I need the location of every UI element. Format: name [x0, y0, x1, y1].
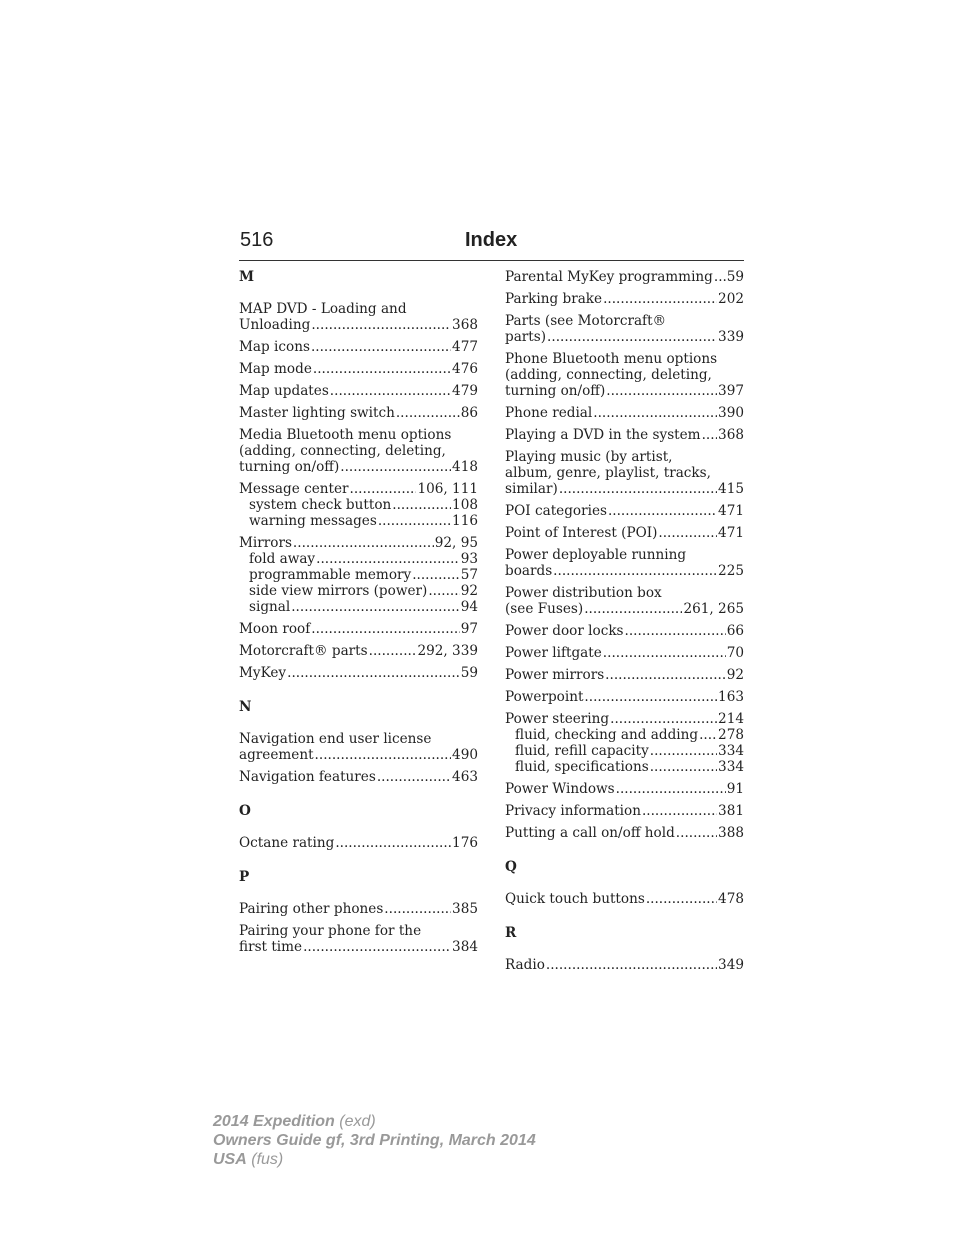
index-entry — [239, 769, 478, 785]
index-term: fluid, checking and adding — [515, 727, 699, 743]
index-page-ref: 334 — [718, 743, 744, 759]
index-term: POI categories — [505, 503, 607, 519]
index-page-ref: 94 — [460, 599, 478, 615]
index-entry — [239, 665, 478, 681]
footer-market-code: (fus) — [251, 1151, 284, 1168]
index-entry-line — [505, 449, 744, 465]
index-term: fold away — [249, 551, 316, 567]
index-term: Privacy information — [505, 803, 641, 819]
index-entry-line — [505, 689, 744, 705]
index-term: Radio — [505, 957, 545, 973]
dot-leader — [340, 459, 451, 475]
index-entry-line — [239, 317, 478, 333]
footer-line-2 — [213, 1131, 536, 1150]
index-page-ref: 368 — [718, 427, 744, 443]
page-header — [239, 229, 744, 261]
footer-guide-edition: Owners Guide gf, 3rd Printing, March 2014 — [213, 1132, 536, 1149]
index-entry-line — [239, 405, 478, 421]
index-page-ref: 176 — [452, 835, 478, 851]
index-letter-heading: O — [239, 803, 251, 819]
index-entry-line — [239, 731, 478, 747]
index-term: Power Windows — [505, 781, 615, 797]
index-entry-line — [239, 939, 478, 955]
dot-leader — [584, 689, 717, 705]
index-page-ref: 471 — [718, 525, 744, 541]
index-entry-line — [239, 535, 478, 551]
index-term: Putting a call on/off hold — [505, 825, 675, 841]
index-term: MAP DVD - Loading and — [239, 301, 407, 317]
index-term: album, genre, playlist, tracks, — [505, 465, 711, 481]
dot-leader — [350, 481, 417, 497]
index-term: Parking brake — [505, 291, 603, 307]
index-page-ref: 390 — [718, 405, 744, 421]
index-entry — [505, 957, 744, 973]
index-subentry-line — [239, 551, 478, 567]
index-page-ref: 163 — [718, 689, 744, 705]
index-entry-line — [239, 427, 478, 443]
index-term: Moon roof — [239, 621, 311, 637]
index-term: Message center — [239, 481, 349, 497]
index-page-ref: 91 — [726, 781, 744, 797]
index-term: (adding, connecting, deleting, — [505, 367, 712, 383]
index-term: Power distribution box — [505, 585, 662, 601]
index-page-ref: 70 — [726, 645, 744, 661]
index-entry-line — [505, 313, 744, 329]
index-entry — [505, 503, 744, 519]
index-subentry-line — [239, 567, 478, 583]
index-term: boards — [505, 563, 553, 579]
index-page-ref: 477 — [452, 339, 478, 355]
dot-leader — [603, 291, 717, 307]
index-entry — [239, 901, 478, 917]
index-entry — [505, 291, 744, 307]
index-entry — [505, 351, 744, 399]
index-subentry-line — [239, 513, 478, 529]
index-entry — [505, 667, 744, 683]
index-term: Motorcraft® parts — [239, 643, 368, 659]
dot-leader — [546, 957, 717, 973]
index-term: Power door locks — [505, 623, 624, 639]
index-term: parts) — [505, 329, 547, 345]
dot-leader — [377, 769, 451, 785]
index-page-ref: 415 — [718, 481, 744, 497]
index-term: signal — [249, 599, 291, 615]
index-term: Parts (see Motorcraft® — [505, 313, 667, 329]
index-term: Navigation end user license — [239, 731, 432, 747]
dot-leader — [428, 583, 459, 599]
index-entry — [505, 427, 744, 443]
index-term: Pairing other phones — [239, 901, 384, 917]
index-entry-line — [505, 481, 744, 497]
index-page-ref: 381 — [718, 803, 744, 819]
index-entry-line — [505, 645, 744, 661]
index-term: fluid, refill capacity — [515, 743, 649, 759]
index-term: Mirrors — [239, 535, 292, 551]
index-term: Map mode — [239, 361, 312, 377]
index-entry — [505, 711, 744, 775]
dot-leader — [650, 759, 717, 775]
dot-leader — [293, 535, 434, 551]
index-page-ref: 214 — [718, 711, 744, 727]
index-page-ref: 384 — [452, 939, 478, 955]
index-entry — [505, 825, 744, 841]
index-subentry-line — [239, 497, 478, 513]
index-entry-line — [239, 301, 478, 317]
index-subentry-line — [239, 599, 478, 615]
index-entry-line — [505, 525, 744, 541]
index-entry-line — [505, 825, 744, 841]
index-term: Media Bluetooth menu options — [239, 427, 452, 443]
dot-leader — [646, 891, 717, 907]
dot-leader — [642, 803, 717, 819]
page-number: 516 — [240, 229, 274, 251]
index-page-ref: 292, 339 — [417, 643, 478, 659]
dot-leader — [676, 825, 717, 841]
index-term: (adding, connecting, deleting, — [239, 443, 446, 459]
index-entry-line — [505, 465, 744, 481]
index-entry — [239, 643, 478, 659]
index-entry — [239, 731, 478, 763]
index-entry — [239, 339, 478, 355]
dot-leader — [335, 835, 451, 851]
index-term: (see Fuses) — [505, 601, 584, 617]
index-page-ref: 92, 95 — [434, 535, 478, 551]
index-term: Phone redial — [505, 405, 593, 421]
index-term: Power mirrors — [505, 667, 605, 683]
index-term: Pairing your phone for the — [239, 923, 422, 939]
index-page-ref: 92 — [726, 667, 744, 683]
index-term: programmable memory — [249, 567, 412, 583]
dot-leader — [699, 727, 717, 743]
dot-leader — [316, 551, 460, 567]
index-entry-line — [505, 585, 744, 601]
index-term: Unloading — [239, 317, 311, 333]
dot-leader — [553, 563, 717, 579]
index-entry — [505, 585, 744, 617]
index-page-ref: 92 — [460, 583, 478, 599]
index-page-ref: 278 — [718, 727, 744, 743]
dot-leader — [311, 339, 451, 355]
dot-leader — [625, 623, 726, 639]
index-subentry-line — [505, 727, 744, 743]
index-term: similar) — [505, 481, 558, 497]
index-entry-line — [239, 923, 478, 939]
index-entry-line — [239, 769, 478, 785]
index-term: Powerpoint — [505, 689, 584, 705]
index-entry — [505, 781, 744, 797]
index-entry-line — [239, 481, 478, 497]
dot-leader — [396, 405, 460, 421]
index-column-right — [505, 269, 744, 979]
dot-leader — [315, 747, 452, 763]
dot-leader — [584, 601, 682, 617]
index-entry-line — [239, 901, 478, 917]
index-page-ref: 339 — [718, 329, 744, 345]
index-entry-line — [239, 643, 478, 659]
index-entry — [505, 405, 744, 421]
index-entry-line — [505, 891, 744, 907]
index-entry-line — [505, 329, 744, 345]
index-entry — [239, 923, 478, 955]
index-entry — [505, 645, 744, 661]
index-entry — [505, 313, 744, 345]
index-term: Playing a DVD in the system — [505, 427, 701, 443]
index-entry-line — [505, 781, 744, 797]
index-subentry-line — [505, 743, 744, 759]
index-term: MyKey — [239, 665, 287, 681]
footer-line-1 — [213, 1112, 536, 1131]
index-page-ref: 97 — [460, 621, 478, 637]
index-page-ref: 93 — [460, 551, 478, 567]
index-page-ref: 202 — [718, 291, 744, 307]
dot-leader — [603, 645, 726, 661]
index-entry — [505, 803, 744, 819]
dot-leader — [311, 621, 459, 637]
index-page-ref: 116 — [452, 513, 478, 529]
index-entry-line — [239, 443, 478, 459]
index-term: Octane rating — [239, 835, 335, 851]
index-page-ref: 476 — [452, 361, 478, 377]
dot-leader — [714, 269, 726, 285]
index-term: Parental MyKey programming — [505, 269, 713, 285]
index-term: side view mirrors (power) — [249, 583, 428, 599]
dot-leader — [606, 383, 717, 399]
index-page-ref: 108 — [452, 497, 478, 513]
dot-leader — [650, 743, 717, 759]
dot-leader — [658, 525, 717, 541]
index-entry-line — [505, 803, 744, 819]
footer-line-3 — [213, 1150, 536, 1169]
index-page-ref: 86 — [460, 405, 478, 421]
index-entry-line — [505, 269, 744, 285]
index-term: Power deployable running — [505, 547, 687, 563]
index-page-ref: 397 — [718, 383, 744, 399]
index-page-ref: 66 — [726, 623, 744, 639]
index-term: turning on/off) — [239, 459, 340, 475]
index-term: Navigation features — [239, 769, 376, 785]
index-page-ref: 59 — [726, 269, 744, 285]
index-entry — [505, 689, 744, 705]
index-entry-line — [505, 623, 744, 639]
dot-leader — [330, 383, 451, 399]
index-entry — [239, 621, 478, 637]
index-page-ref: 106, 111 — [417, 481, 478, 497]
index-entry-line — [505, 563, 744, 579]
dot-leader — [616, 781, 726, 797]
index-entry-line — [239, 361, 478, 377]
dot-leader — [291, 599, 459, 615]
index-entry-line — [239, 621, 478, 637]
index-entry — [505, 891, 744, 907]
index-term: Map icons — [239, 339, 310, 355]
dot-leader — [392, 497, 451, 513]
index-page-ref: 463 — [452, 769, 478, 785]
dot-leader — [547, 329, 717, 345]
index-subentry-line — [505, 759, 744, 775]
index-term: fluid, specifications — [515, 759, 649, 775]
index-term: system check button — [249, 497, 392, 513]
index-entry-line — [505, 351, 744, 367]
index-entry-line — [505, 957, 744, 973]
index-page-ref: 479 — [452, 383, 478, 399]
index-term: Map updates — [239, 383, 329, 399]
index-entry-line — [239, 835, 478, 851]
dot-leader — [412, 567, 460, 583]
dot-leader — [369, 643, 417, 659]
dot-leader — [610, 711, 717, 727]
index-page-ref: 349 — [718, 957, 744, 973]
index-entry-line — [239, 383, 478, 399]
footer-market: USA — [213, 1151, 247, 1168]
dot-leader — [605, 667, 726, 683]
index-entry — [505, 449, 744, 497]
index-page-ref: 368 — [452, 317, 478, 333]
index-term: turning on/off) — [505, 383, 606, 399]
index-entry-line — [505, 601, 744, 617]
dot-leader — [313, 361, 451, 377]
dot-leader — [384, 901, 451, 917]
index-letter-heading: N — [239, 699, 252, 715]
index-entry — [239, 361, 478, 377]
page-title: Index — [465, 229, 518, 251]
index-page-ref: 471 — [718, 503, 744, 519]
index-term: first time — [239, 939, 303, 955]
index-term: Playing music (by artist, — [505, 449, 673, 465]
index-page-ref: 334 — [718, 759, 744, 775]
index-entry-line — [239, 747, 478, 763]
dot-leader — [311, 317, 451, 333]
index-entry-line — [505, 711, 744, 727]
index-entry-line — [505, 667, 744, 683]
index-subentry-line — [239, 583, 478, 599]
index-page-ref: 385 — [452, 901, 478, 917]
index-entry — [239, 301, 478, 333]
index-entry-line — [505, 427, 744, 443]
index-term: agreement — [239, 747, 314, 763]
index-entry — [239, 835, 478, 851]
dot-leader — [287, 665, 460, 681]
index-entry-line — [239, 339, 478, 355]
index-entry — [505, 525, 744, 541]
dot-leader — [702, 427, 717, 443]
index-entry — [505, 269, 744, 285]
index-page-ref: 261, 265 — [683, 601, 744, 617]
index-page-ref: 388 — [718, 825, 744, 841]
footer — [213, 1112, 536, 1169]
index-entry-line — [505, 405, 744, 421]
index-entry-line — [505, 383, 744, 399]
index-letter-heading: Q — [505, 859, 517, 875]
index-letter-heading: M — [239, 269, 255, 285]
index-entry — [505, 547, 744, 579]
footer-model: 2014 Expedition — [213, 1113, 335, 1130]
index-entry-line — [239, 459, 478, 475]
index-term: warning messages — [249, 513, 377, 529]
index-letter-heading: R — [505, 925, 517, 941]
index-page-ref: 490 — [452, 747, 478, 763]
index-entry-line — [505, 547, 744, 563]
index-term: Power liftgate — [505, 645, 602, 661]
index-entry-line — [505, 503, 744, 519]
index-entry — [239, 481, 478, 529]
index-column-left — [239, 269, 478, 961]
index-page-ref: 225 — [718, 563, 744, 579]
index-entry-line — [505, 291, 744, 307]
index-entry — [239, 405, 478, 421]
footer-model-code: (exd) — [339, 1113, 376, 1130]
index-entry-line — [505, 367, 744, 383]
index-term: Point of Interest (POI) — [505, 525, 658, 541]
index-term: Power steering — [505, 711, 610, 727]
index-page-ref: 59 — [460, 665, 478, 681]
index-entry — [239, 427, 478, 475]
dot-leader — [303, 939, 451, 955]
index-term: Master lighting switch — [239, 405, 395, 421]
dot-leader — [378, 513, 451, 529]
index-entry — [239, 383, 478, 399]
index-term: Quick touch buttons — [505, 891, 645, 907]
index-letter-heading: P — [239, 869, 250, 885]
dot-leader — [608, 503, 717, 519]
index-entry — [505, 623, 744, 639]
index-page-ref: 57 — [460, 567, 478, 583]
index-entry — [239, 535, 478, 615]
dot-leader — [593, 405, 717, 421]
index-term: Phone Bluetooth menu options — [505, 351, 718, 367]
index-page-ref: 418 — [452, 459, 478, 475]
index-entry-line — [239, 665, 478, 681]
dot-leader — [559, 481, 717, 497]
index-page-ref: 478 — [718, 891, 744, 907]
